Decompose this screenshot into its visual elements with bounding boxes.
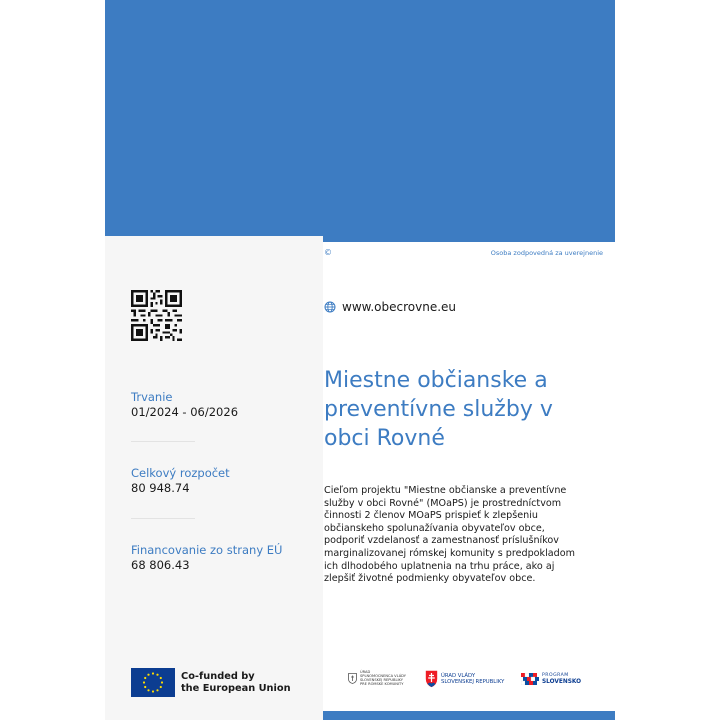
meta-divider (131, 441, 195, 442)
program-slovensko-text (542, 673, 581, 686)
publisher-credit: Osoba zodpovedná za uverejnenie (490, 249, 603, 257)
plenipotentiary-line: ÚRAD (360, 670, 371, 674)
hero-image-area (105, 0, 615, 236)
eu-flag-icon (131, 668, 175, 697)
eu-star (160, 677, 162, 679)
eu-cofunding-line-2: the European Union (181, 682, 291, 694)
plenipotentiary-line: PRE RÓMSKE KOMUNITY (360, 682, 404, 686)
slovak-coat-of-arms-icon (425, 670, 438, 688)
coat-of-arms-icon (348, 673, 357, 684)
budget-block (131, 466, 311, 496)
eu-star (143, 681, 145, 683)
eu-star (160, 686, 162, 688)
eu-star (156, 689, 158, 691)
budget-label: Celkový rozpočet (131, 466, 230, 480)
government-office-text (441, 673, 504, 685)
duration-value: 01/2024 - 06/2026 (131, 405, 239, 419)
eu-star (156, 674, 158, 676)
bottom-accent-bar (323, 711, 615, 720)
plenipotentiary-office-text (360, 670, 406, 686)
program-slovensko-icon (521, 673, 539, 685)
project-poster (105, 0, 615, 720)
government-office-line-2: SLOVENSKEJ REPUBLIKY (441, 679, 505, 685)
globe-icon (324, 301, 336, 313)
program-slovensko-logo (521, 673, 581, 686)
eu-cofunding-logo (131, 668, 291, 697)
eu-star (147, 689, 149, 691)
eu-funding-label: Financovanie zo strany EÚ (131, 543, 283, 557)
duration-block (131, 390, 311, 420)
project-description: Cieľom projektu "Miestne občianske a preventívne služby v obci Rovné" (MOaPS) je prostredníctvom činnosti 2 členov MOaPS prispieť k zlepšeniu občianskeho spolunažívania obyvateľov obce, podporiť vzdelanosť a zamestnanosť príslušníkov marginalizovanej rómskej komunity s predpokladom ich dlhodobého uplatnenia na trhu práce, ako aj zlepšiť životné podmienky obyvateľov obce. (324, 485, 575, 585)
copyright-mark: © (324, 248, 332, 257)
plenipotentiary-line: SLOVENSKEJ REPUBLIKY (360, 678, 403, 682)
plenipotentiary-office-logo (348, 670, 406, 686)
duration-label: Trvanie (131, 390, 173, 404)
plenipotentiary-line: SPLNOMOCNENCA VLÁDY (360, 674, 406, 678)
government-office-line-1: ÚRAD VLÁDY (441, 673, 476, 679)
eu-cofunding-line-1: Co-funded by (181, 670, 255, 682)
eu-star (147, 674, 149, 676)
eu-star (161, 681, 163, 683)
meta-divider (131, 518, 195, 519)
eu-star (144, 677, 146, 679)
program-slovensko-line-1: PROGRAM (542, 673, 569, 678)
program-slovensko-line-2: SLOVENSKO (542, 679, 582, 686)
eu-star (152, 690, 154, 692)
eu-cofunding-text (181, 671, 291, 695)
eu-funding-block (131, 543, 311, 573)
eu-star (144, 686, 146, 688)
project-title: Miestne občianske a preventívne služby v obci Rovné (324, 368, 553, 451)
eu-funding-value: 68 806.43 (131, 558, 190, 572)
government-office-logo (425, 670, 504, 688)
website-link[interactable]: www.obecrovne.eu (342, 300, 456, 314)
qr-code[interactable] (131, 290, 182, 341)
budget-value: 80 948.74 (131, 481, 190, 495)
website-row[interactable] (324, 300, 456, 314)
eu-star (152, 672, 154, 674)
